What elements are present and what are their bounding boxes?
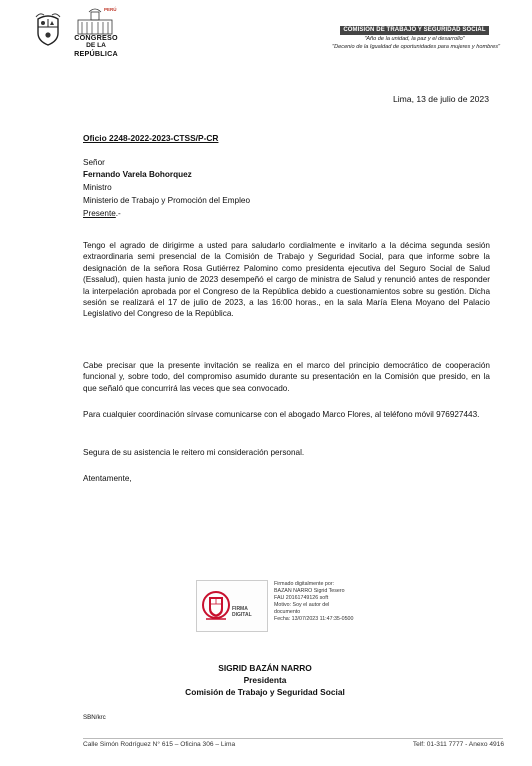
sig-line: BAZAN NARRO Sigrid Tesero (274, 588, 345, 595)
congress-wordmark (71, 34, 121, 58)
sig-line: Fecha: 13/07/2023 11:47:35-0500 (274, 616, 354, 623)
sig-line: Motivo: Soy el autor del (274, 602, 330, 609)
congress-name: CONGRESO (74, 33, 118, 42)
initials: SBN/krc (83, 714, 106, 721)
sig-line: FAU 20161749126 soft (274, 595, 329, 602)
recipient-position: Ministro (83, 183, 112, 192)
peru-tag: PERÚ (104, 7, 117, 12)
signer-body: Comisión de Trabajo y Seguridad Social (185, 687, 345, 697)
recipient-presente-suffix: .- (115, 209, 121, 218)
recipient-presente: Presente (83, 209, 116, 218)
recipient-salutation: Señor (83, 158, 105, 167)
congress-prefix: DE LA (86, 42, 106, 49)
letter-reference: Oficio 2248-2022-2023-CTSS/P-CR (83, 133, 219, 143)
signer-name: SIGRID BAZÁN NARRO (218, 663, 312, 673)
motto-year: "Año de la unidad, la paz y el desarrollo" (364, 36, 465, 42)
sig-line: Firmado digitalmente por: (274, 581, 335, 587)
paragraph-clarification: Cabe precisar que la presente invitación se realiza en el marco del principio democrático de cooperación funcional y, sobre todo, del compromiso asumido durante su presentación en la Comisión que presido, en la que señaló que concurrirá las veces que sea convocado. (83, 361, 490, 393)
footer-divider (83, 738, 503, 739)
digital-signature-details (274, 581, 353, 624)
seal-label-line2: DIGITAL (232, 612, 252, 618)
commission-title: COMISIÓN DE TRABAJO Y SEGURIDAD SOCIAL (340, 26, 489, 35)
footer-address: Calle Simón Rodríguez N° 615 – Oficina 306 – Lima (83, 741, 236, 748)
signer-title: Presidenta (243, 675, 287, 685)
letter-date: Lima, 13 de julio de 2023 (392, 94, 489, 104)
paragraph-regards: Segura de su asistencia le reitero mi consideración personal. (83, 448, 305, 457)
motto-decade: "Decenio de la Igualdad de oportunidades para mujeres y hombres" (332, 44, 500, 50)
congress-republic: REPÚBLICA (74, 49, 118, 58)
seal-label-line1: FIRMA (232, 606, 248, 612)
recipient-presente-line (83, 209, 121, 218)
footer-phone: Telf: 01-311 7777 - Anexo 4916 (412, 741, 504, 748)
recipient-name: Fernando Varela Bohorquez (83, 170, 192, 179)
recipient-institution: Ministerio de Trabajo y Promoción del Empleo (83, 196, 251, 205)
closing: Atentamente, (83, 474, 132, 483)
paragraph-invitation: Tengo el agrado de dirigirme a usted para saludarlo cordialmente e invitarlo a la décima segunda sesión extraordinaria semi presencial de la Comisión de Trabajo y Seguridad Social, para que informe sobre la designación de la señora Rosa Gutiérrez Palomino como presidenta ejecutiva del Seguro Social de Salud (Essalud), quien hasta junio de 2023 desempeñó el cargo de ministra de Salud y renunció antes de responder la interpelación aprobada por el Congreso de la República debido a cuestionamientos sobre su gestión. Dicha sesión se realizará el 17 de julio de 2023, a las 16:00 horas., en la sala María Elena Moyano del Palacio Legislativo del Congreso de la República. (83, 241, 490, 319)
paragraph-contact: Para cualquier coordinación sírvase comunicarse con el abogado Marco Flores, al teléfono móvil 976927443. (83, 410, 480, 419)
seal-label (232, 606, 262, 618)
sig-line: documento (274, 609, 301, 616)
coat-of-arms-icon (35, 11, 61, 49)
peru-shield-icon (201, 585, 231, 627)
